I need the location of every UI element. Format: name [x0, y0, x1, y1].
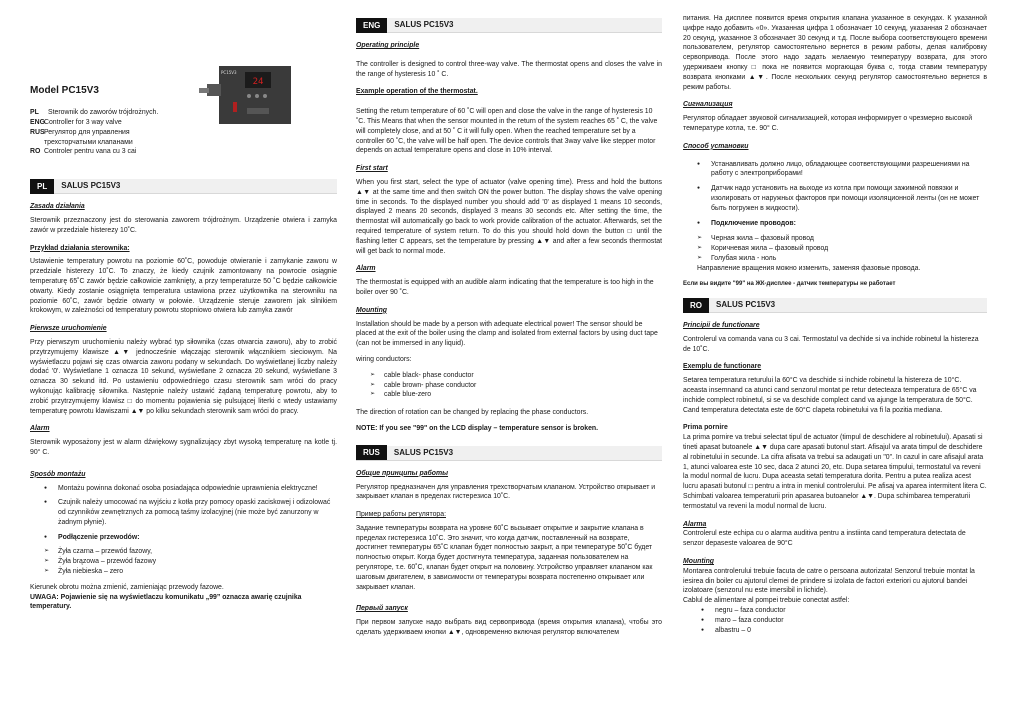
subheading: Alarma: [683, 520, 707, 528]
section-title: SALUS PC15V3: [61, 181, 121, 191]
device-display: 24: [252, 77, 264, 87]
list-item: ● Датчик надо установить на выходе из котла при помощи зажимной повязки и изолировать от наружных факторов при помощи изоляционной ленты (он не может быть погружен в жидкости).: [697, 184, 987, 213]
subheading: Alarm: [30, 425, 50, 433]
device-bracket: [207, 84, 221, 96]
subheading: Общие принципы работы: [356, 469, 449, 477]
paragraph: Направление вращения можно изменить, заменяя фазовые провода.: [697, 264, 921, 272]
device-label: [247, 108, 269, 114]
column-english: [356, 14, 662, 644]
paragraph: Задание температуры возврата на уровне 60˚C вызывает открытие и закрытие клапана в пределах гистерезиса 10˚C. Это значит, что когда датчик, поставленный на возврате, достигнет температуры 65˚C клапан будет полностью закрыт, а при температуре 50˚C будет полностью открыт. Когда будет достигнута температура, заданная пользователем на регуляторе, т.е. 60˚C, клапан будет открыт на половину. Устройство управляет клапаном как шаговым двигателем, в зависимости от температуры возврата постепенно открывает или закрывает клапан.: [356, 524, 653, 591]
paragraph: Sterownik wyposażony jest w alarm dźwiękowy sygnalizujący zbyt wysoką temperaturę na kotle tj. 90° C.: [30, 439, 337, 456]
install-list: [30, 484, 337, 543]
subheading: Первый запуск: [356, 605, 408, 613]
subheading: First start: [356, 165, 388, 173]
section-code: RUS: [356, 445, 387, 460]
wire-list: [356, 371, 662, 400]
section-title: SALUS PC15V3: [716, 300, 776, 310]
subheading: Пример работы регулятора:: [356, 511, 446, 519]
list-item: ● Podłączenie przewodów:: [44, 533, 337, 543]
section-header-eng: [356, 18, 662, 33]
paragraph: Регулятор обладает звуковой сигнализацией, которая информирует о чрезмерно высокой температуре котла, т.е. 90° C.: [683, 115, 973, 132]
paragraph: wiring conductors:: [356, 355, 412, 363]
device-button: [247, 94, 251, 98]
warning-text: Если вы видите "99" на ЖК-дисплее - датчик температуры не работает: [683, 280, 896, 287]
subheading: Example operation of the thermostat.: [356, 88, 478, 96]
subheading: Sposób montażu: [30, 470, 86, 478]
paragraph: Montarea controlerului trebuie facuta de catre o persoana autorizata! Senzorul trebuie montat la iesirea din boiler cu ajutorul clemei de prindere si izolata de factori exteriori cu ajutorul bandei izolatoare (senzorul nu este imersibil in lichide).: [683, 567, 975, 595]
list-item: ➢ Черная жила – фазовый провод: [697, 234, 987, 244]
paragraph: питания. На дисплее появится время открытия клапана указанное в секундах. К указанной цифре надо добавить «0». Указанная цифра 1 обозначает 10 секунд, указанная 2 обозначает 20 секунд, указанное 3 обозначает 30 секунд и т.д. После выбора соответствующего времени пользователем, регулятор самостоятельно вернется в режим работы, делая калибровку сервопривода. После этого надо задать желаемую температуру возврата, для этого удерживаем кнопку □ пока не появится моргающая буква c, тогда ставим температуру возврата кнопками ▲▼. После нескольких секунд регулятор самостоятельно вернется в режим работы.: [683, 15, 987, 91]
paragraph: Installation should be made by a person with adequate electrical power! The sensor should be placed at the exit of the boiler using the clamp and isolated from external factors by using duct tape (can not be immersed in any liquid).: [356, 320, 658, 348]
paragraph: The direction of rotation can be changed by replacing the phase conductors.: [356, 409, 589, 417]
warning-text: NOTE: If you see "99" on the LCD display – temperature sensor is broken.: [356, 424, 599, 432]
device-button: [263, 94, 267, 98]
list-item: ➢ cable brown- phase conductor: [370, 381, 662, 391]
paragraph: Kierunek obrotu można zmienić, zamieniając przewody fazowe.: [30, 583, 224, 591]
subheading: Zasada działania: [30, 203, 85, 211]
device-brand: PC15V3: [221, 70, 237, 75]
paragraph: Controlerul va comanda vana cu 3 cai. Termostatul va dechide si va inchide robinetul la histereza de 10˚C.: [683, 335, 979, 353]
lang-text: Sterownik do zaworów trójdrożnych.: [48, 109, 159, 117]
lang-code: RUS: [30, 128, 45, 136]
paragraph: Ustawienie temperatury powrotu na poziomie 60˚C, powoduje otwieranie i zamykanie zaworu w przedziale histerezy 10˚C. To znaczy, że kiedy czujnik zamontowany na powrocie osiągnie temperaturę 65˚C zawór będzie całkowicie zamknięty, a przy temperaturze 50 ˚C będzie całkowicie otwarty. Kiedy zostanie osiągnięta temperatura ustawiona przez użytkownika na sterowniku na poziomie 60˚C, zawór będzie otwarty w połowie. Urządzenie steruje zaworem jak silnikiem krokowym, w zależności od temperatury powrotu stopniowo otwiera lub zamyka zawór: [30, 258, 337, 315]
lang-code: PL: [30, 109, 39, 117]
paragraph: La prima pornire va trebui selectat tipul de actuator (timpul de deschidere al robinetului). Apasati si tineti apasat butoanele ▲▼ dupa care apasati butonul start. Afisajul va arata timpul de deschidere al robinetului in secunde. La cifra afisata va trebui sa adaugati un "0". In cazul in care afisajul arata 1, atunci valoarea este 10 sec, daca 2 atunci 20, etc. Dupa setarea timpului, termostatul va reveni la modul normal de lucru. Dupa aceasta setati temperatura dorita. Pentru a putea realiza acest lucru apasati butonul □ pentru a intra in meniul controlerului. Pe afisaj va aparea intermitent litera C. Schimbati valoarea temperaturii prin apasarea butoanelor ▲▼. Dupa schimbarea temperaturii termostatul va reveni la modul normal de lucru.: [683, 434, 987, 510]
warning-text: UWAGA: Pojawienie się na wyświetlaczu komunikatu „99” oznacza awarię czujnika temperatury.: [30, 593, 302, 611]
wire-list: [683, 234, 987, 263]
list-item: ➢ Коричневая жила – фазовый провод: [697, 244, 987, 254]
list-item: ● Подключение проводов:: [697, 219, 987, 229]
lang-code: RO: [30, 148, 41, 156]
paragraph: Controlerul este echipa cu o alarma auditiva pentru a instiinta cand temperatura detectata de senzor depaseste valoarea de 90°C: [683, 530, 966, 548]
paragraph: The controller is designed to control three-way valve. The thermostat opens and closes the valve in the range of hysteresis 10 ˚ C.: [356, 60, 662, 78]
subheading: Przykład działania sterownika:: [30, 244, 130, 252]
device-switch: [233, 102, 237, 112]
subheading: Pierwsze uruchomienie: [30, 325, 107, 333]
section-code: RO: [683, 298, 709, 313]
device-button: [255, 94, 259, 98]
lang-code: ENG: [30, 118, 45, 126]
controller-device-image: [199, 62, 293, 124]
list-item: ● maro – faza conductor: [701, 616, 987, 626]
subheading: Operating principle: [356, 42, 420, 49]
list-item: ➢ cable black- phase conductor: [370, 371, 662, 381]
paragraph: Przy pierwszym uruchomieniu należy wybrać typ siłownika (czas otwarcia zaworu), aby to zrobić przytrzymujemy klawisze ▲▼ jednocześnie włączając sterownik włącznikiem sieciowym. Na wyświetlaczu pojawi się czas otwarcia zaworu podany w sekundach. Do wyświetlanej liczby należy dodać '0'. Wyświetlane 1 oznacza 10 sekund, wyświetlane 2 oznacza 20 sekund, wyświetlane 3 oznacza 30 sekund itd. Po ustawieniu odpowiedniego czasu sterownik sam wróci do pracy wykonując kalibrację siłownika. Następnie należy ustawić żądaną temperaturę powrotu, aby to zrobić przytrzymujemy klawisz □ do momentu pojawienia się pulsującej literki c wtedy ustawiamy temperaturę powrotu klawiszami ▲▼ po kilku sekundach sterownik sam wróci do pracy.: [30, 338, 337, 415]
install-list: [683, 160, 987, 229]
subheading: Prima pornire: [683, 424, 728, 432]
subheading: Exemplu de functionare: [683, 363, 762, 371]
list-item: ➢ Голубая жила - ноль: [697, 254, 987, 264]
section-header-rus: [356, 446, 662, 461]
list-item: ➢ cable blue-zero: [370, 390, 662, 400]
paragraph: Setarea temperatura returului la 60°C va deschide si inchide robinetul la histereza de 10°C. aceasta insemnand ca atunci cand senzorul montat pe retur detecteaza temperatura de 65°C va inchide complect robinetul, si se va deschide complect cand va ajunge la temperatura de 50°C. Cand temperatura detectata este de 60°C clapeta robinetului va fi la pozitia mediana.: [683, 377, 977, 414]
subheading: Сигнализация: [683, 101, 733, 109]
list-item: ➢ Żyła czarna – przewód fazowy,: [44, 547, 337, 557]
paragraph: Setting the return temperature of 60 ˚C will open and close the valve in the range of hysteresis 10 ˚C. This Means that when the sensor mounted in the return of the system reaches 65 ˚ C, the valve will completely close, and at 50 ˚ C it will fully open. When the reached temperature set by a controller 60 ˚C, the valve will be half open. The device controls that 3way valve like stepper motor depends on actual temperature opens and close in 10% interval.: [356, 108, 658, 155]
paragraph: При первом запуске надо выбрать вид сервопривода (время открытия клапана), чтобы это сделать удерживаем кнопки ▲▼, одновременно включая регулятор включателем: [356, 619, 662, 637]
paragraph: Регулятор предназначен для управления трехстворчатым клапаном. Устройство открывает и закрывает клапан в пределах гистерезиса 10˚C.: [356, 483, 656, 501]
subheading: Principii de functionare: [683, 322, 760, 330]
section-code: ENG: [356, 18, 387, 33]
column-russian-romanian: [683, 14, 987, 635]
paragraph: Sterownik przeznaczony jest do sterowania zaworem trójdrożnym. Urządzenie otwiera i zamyka zawór w przedziale histerezy 10˚C.: [30, 216, 337, 234]
list-item: ➢ Żyła brązowa – przewód fazowy: [44, 557, 337, 567]
paragraph: The thermostat is equipped with an audible alarm indicating that the temperature is too high in the boiler over 90 ˚C.: [356, 279, 654, 296]
lang-row: [30, 128, 337, 148]
subheading: Способ установки: [683, 142, 749, 150]
list-item: ● Устанавливать должно лицо, обладающее соответствующими разрешениями на работу с электроприборами!: [697, 160, 987, 180]
list-item: ● Montażu powinna dokonać osoba posiadająca odpowiednie uprawnienia elektryczne!: [44, 484, 337, 494]
paragraph: When you first start, select the type of actuator (valve opening time). Press and hold the buttons ▲▼ at the same time and then switch ON the power button. The display shows the valve opening time in seconds. To the displayed number you should add '0' as displayed 1 means 10 seconds, displayed 2 means 20 seconds, displayed 3 means 30 seconds etc. After setting the time, the thermostat will automatically go back to work provide calibration of the actuator. Afterwards, set the required temperature of system return. To do this you should hold down the button □ until the flashing letter C appears, set the temperature by pressing ▲▼ and after a few seconds thermostat will get back to normal mode.: [356, 178, 662, 255]
list-item: ● Czujnik należy umocować na wyjściu z kotła przy pomocy opaski zaciskowej i odizolować od czynników zewnętrznych za pomocą taśmy izolacyjnej (nie może być zanurzony w żadnym płynie).: [44, 498, 337, 527]
lang-row: [30, 147, 337, 157]
lang-text: Регулятор для управления трехсторчатыми клапанами: [44, 128, 133, 146]
section-title: SALUS PC15V3: [393, 448, 454, 458]
wire-list: [683, 606, 987, 635]
model-title: Model PC15V3: [30, 85, 99, 96]
lang-text: Controller for 3 way valve: [44, 118, 122, 126]
section-code: PL: [30, 179, 54, 194]
list-item: ● albastru – 0: [701, 626, 987, 636]
section-title: SALUS PC15V3: [394, 20, 454, 30]
wire-list: [30, 547, 337, 576]
section-header-pl: [30, 179, 337, 194]
device-clamp: [199, 88, 209, 93]
list-item: ➢ Żyła niebieska – zero: [44, 567, 337, 577]
section-header-ro: [683, 298, 987, 313]
paragraph: Cablul de alimentare al pompei trebuie conectat astfel:: [683, 597, 850, 605]
subheading: Alarm: [356, 265, 376, 273]
lang-text: Controler pentru vana cu 3 cai: [44, 148, 137, 156]
subheading: Mounting: [683, 557, 714, 565]
subheading: Mounting: [356, 306, 387, 314]
list-item: ● negru – faza conductor: [701, 606, 987, 616]
